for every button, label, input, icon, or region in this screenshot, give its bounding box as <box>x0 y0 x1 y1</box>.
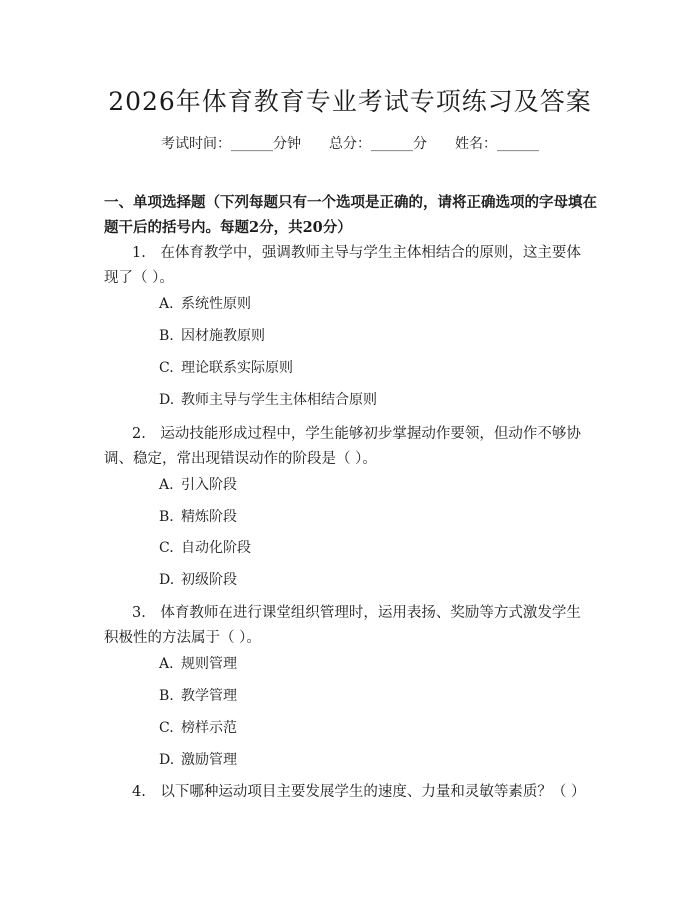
option-text: 系统性原则 <box>181 296 251 312</box>
option-letter: A. <box>159 296 174 312</box>
section-heading: 一、单项选择题（下列每题只有一个选项是正确的，请将正确选项的字母填在题干后的括号内。每题2分，共20分） <box>104 194 597 236</box>
option-letter: A. <box>159 656 174 672</box>
option-letter: C. <box>159 720 174 736</box>
option-letter: C. <box>159 360 174 376</box>
exam-time: 考试时间：______分钟 <box>161 136 301 152</box>
total-score: 总分：______分 <box>329 136 427 152</box>
question-4: 4. 以下哪种运动项目主要发展学生的速度、力量和灵敏等素质？（ ） <box>132 784 586 800</box>
option-letter: B. <box>159 509 174 525</box>
option-2c <box>159 538 251 558</box>
student-name: 姓名：______ <box>455 136 539 152</box>
option-text: 教学管理 <box>181 688 237 704</box>
option-letter: D. <box>159 572 175 588</box>
question-1: 1. 在体育教学中，强调教师主导与学生主体相结合的原则，这主要体现了（ ）。 <box>104 245 581 286</box>
option-text: 精炼阶段 <box>181 509 237 525</box>
option-text: 教师主导与学生主体相结合原则 <box>181 392 377 408</box>
option-text: 因材施教原则 <box>181 328 265 344</box>
option-2d <box>159 570 237 590</box>
question-3: 3. 体育教师在进行课堂组织管理时，运用表扬、奖励等方式激发学生积极性的方法属于（ ）。 <box>104 605 581 646</box>
option-text: 自动化阶段 <box>181 540 251 556</box>
option-3a <box>159 654 237 674</box>
option-text: 理论联系实际原则 <box>181 360 293 376</box>
option-1a <box>159 294 251 314</box>
option-1d <box>159 390 377 410</box>
option-letter: B. <box>159 328 174 344</box>
option-letter: B. <box>159 688 174 704</box>
option-text: 规则管理 <box>181 656 237 672</box>
option-letter: C. <box>159 540 174 556</box>
option-3b <box>159 686 237 706</box>
question-2: 2. 运动技能形成过程中，学生能够初步掌握动作要领，但动作不够协调、稳定，常出现错误动作的阶段是（ ）。 <box>104 426 581 467</box>
option-text: 榜样示范 <box>181 720 237 736</box>
option-2a <box>159 475 237 495</box>
document-title: 2026年体育教育专业考试专项练习及答案 <box>108 87 592 116</box>
exam-meta <box>0 133 700 153</box>
option-text: 初级阶段 <box>181 572 237 588</box>
option-3c <box>159 718 237 738</box>
option-3d <box>159 750 237 770</box>
option-1c <box>159 358 293 378</box>
option-text: 激励管理 <box>181 752 237 768</box>
option-text: 引入阶段 <box>181 477 237 493</box>
option-2b <box>159 507 237 527</box>
option-1b <box>159 326 265 346</box>
option-letter: A. <box>159 477 174 493</box>
option-letter: D. <box>159 752 175 768</box>
option-letter: D. <box>159 392 175 408</box>
